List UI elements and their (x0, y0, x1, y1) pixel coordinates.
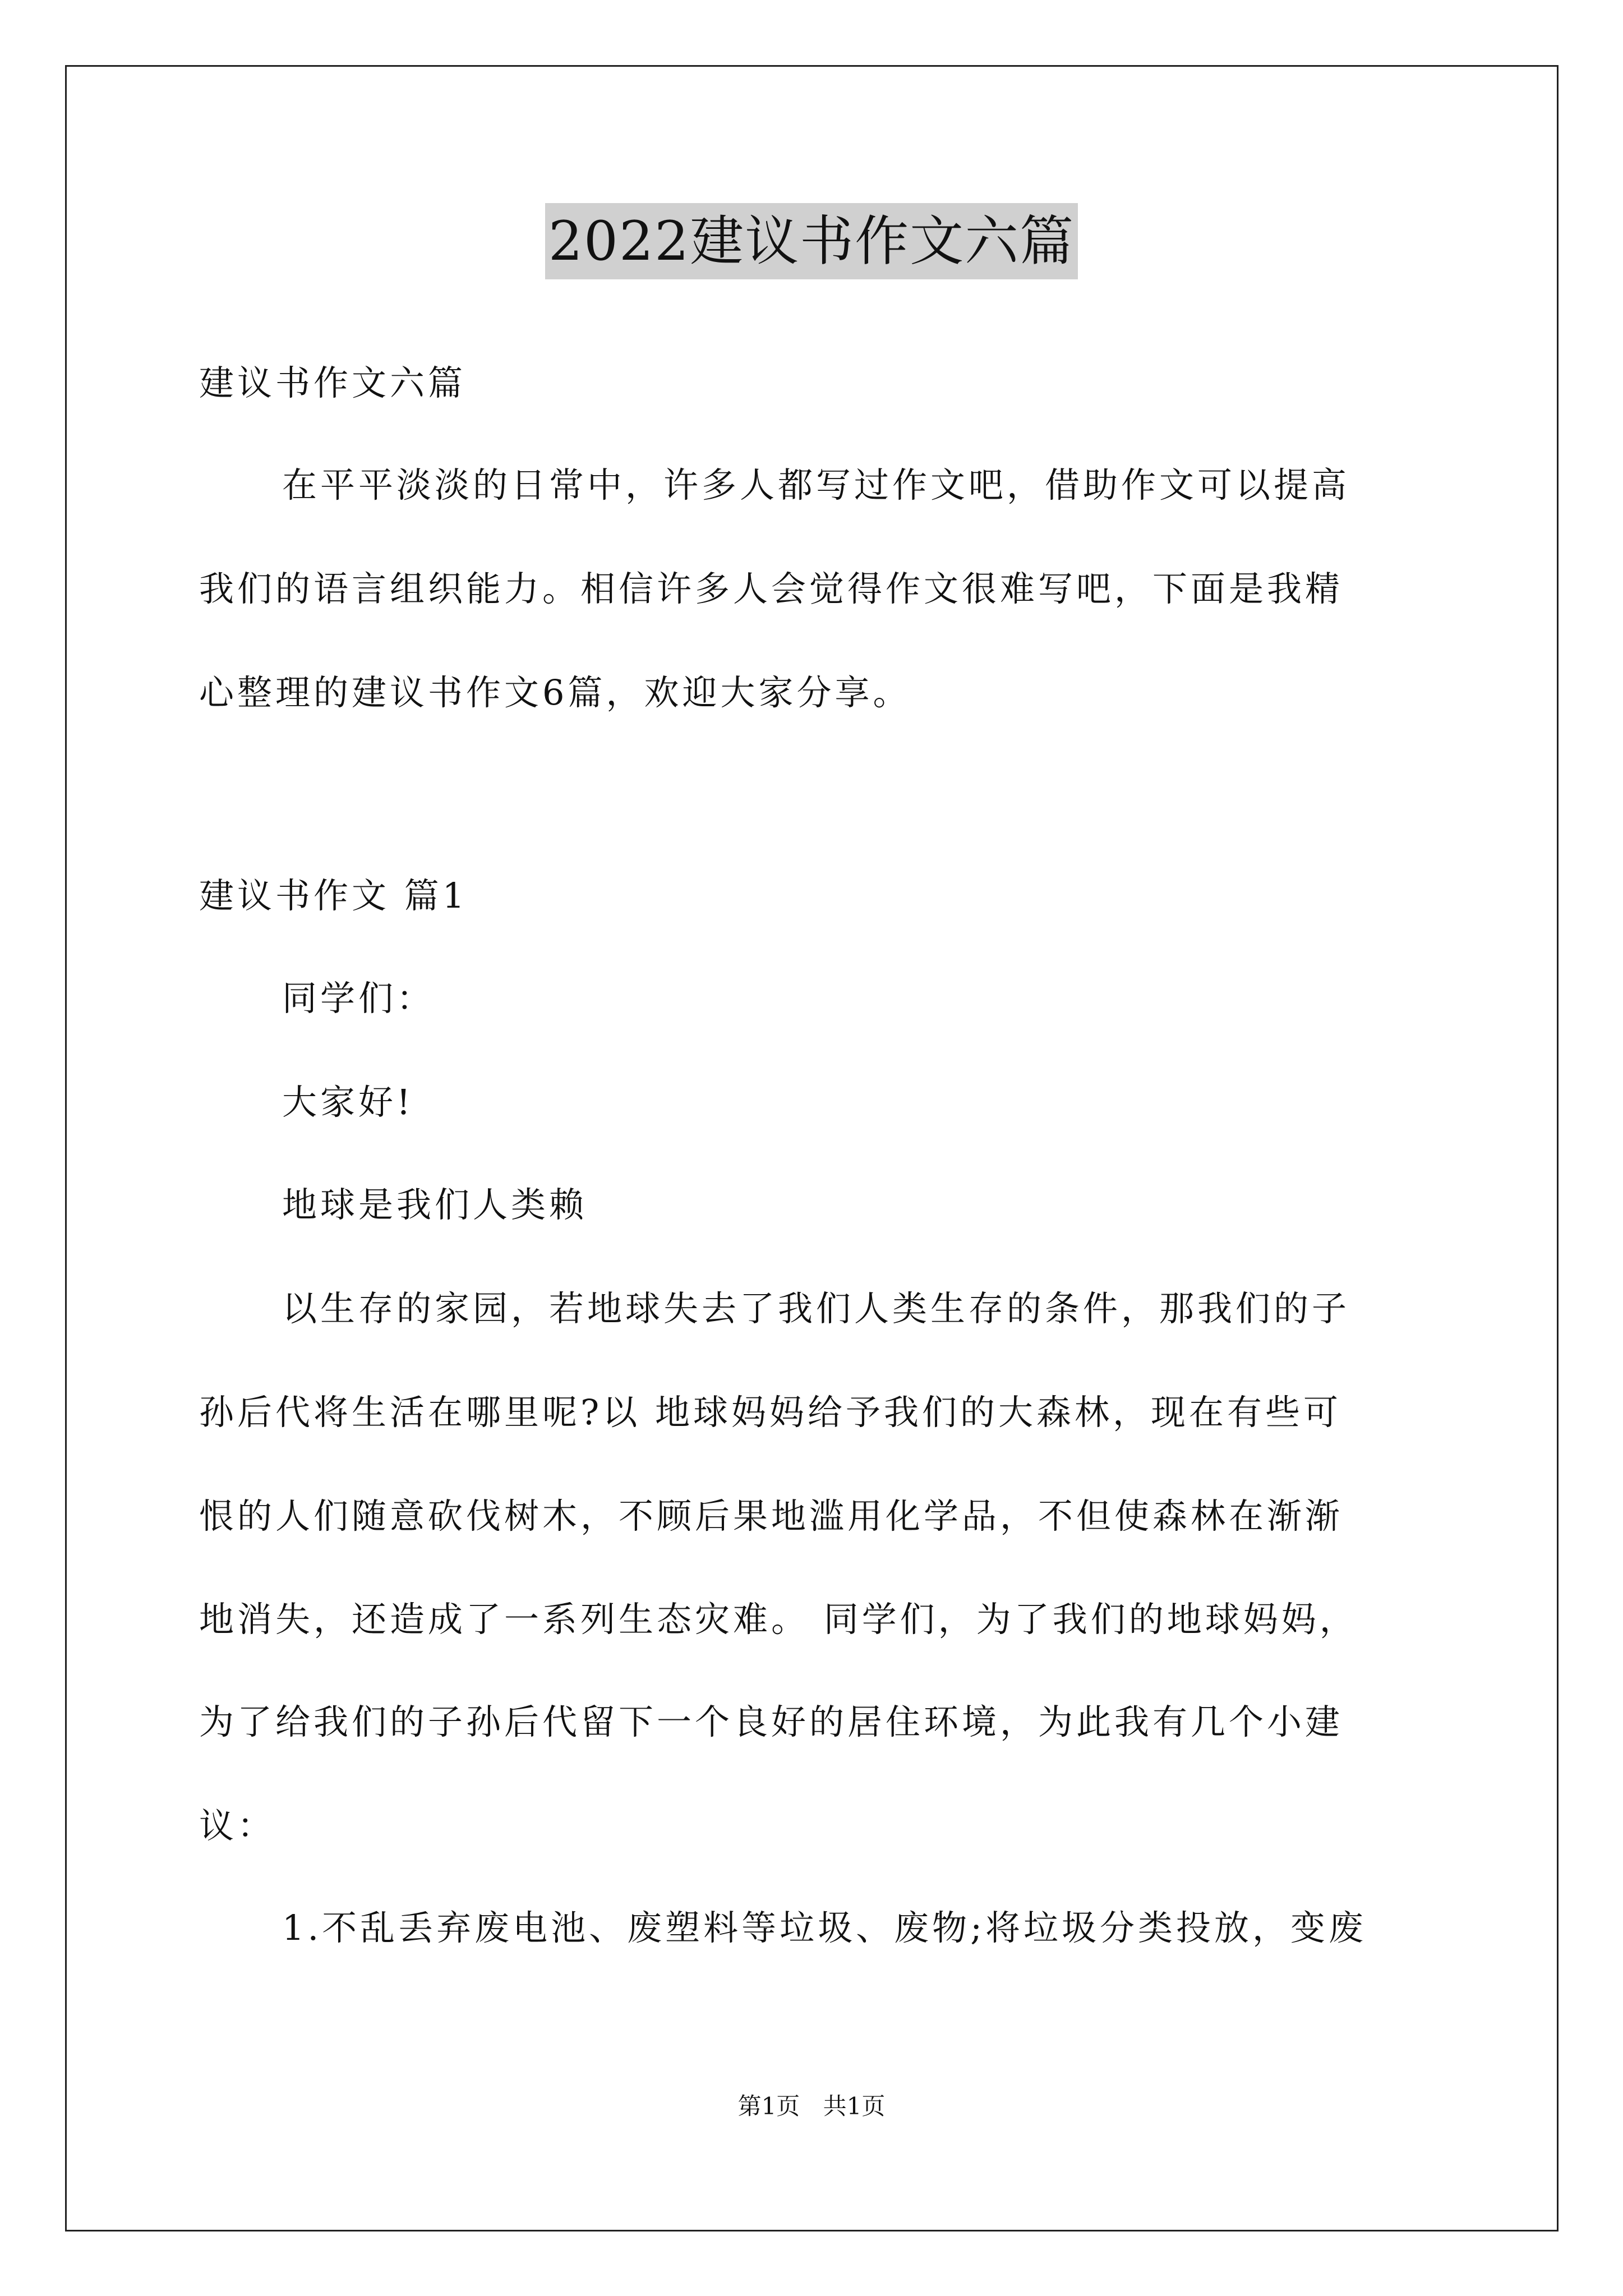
paragraph-2-line-4: 地消失，还造成了一系列生态灾难。 同学们，为了我们的地球妈妈， (199, 1599, 1358, 1640)
hello: 大家好! (282, 1082, 414, 1122)
subtitle: 建议书作文六篇 (199, 362, 467, 403)
intro-line-1: 在平平淡淡的日常中，许多人都写过作文吧，借助作文可以提高 (282, 464, 1350, 505)
paragraph-2-line-3: 恨的人们随意砍伐树木，不顾后果地滥用化学品，不但使森林在渐渐 (199, 1496, 1344, 1536)
page-current: 第1页 (737, 2092, 800, 2120)
paragraph-2-line-6: 议： (199, 1805, 276, 1846)
page-total: 共1页 (823, 2092, 886, 2120)
section-heading: 建议书作文 篇1 (199, 875, 468, 916)
intro-line-3: 心整理的建议书作文6篇，欢迎大家分享。 (199, 672, 911, 713)
page-footer (0, 2088, 1623, 2122)
list-item-1: 1.不乱丢弃废电池、废塑料等垃圾、废物;将垃圾分类投放，变废 (282, 1907, 1367, 1948)
paragraph-2-line-5: 为了给我们的子孙后代留下一个良好的居住环境，为此我有几个小建 (199, 1701, 1344, 1742)
paragraph-2-line-2: 孙后代将生活在哪里呢?以 地球妈妈给予我们的大森林，现在有些可 (199, 1392, 1341, 1433)
document-title: 2022建议书作文六篇 (545, 203, 1078, 279)
paragraph-1: 地球是我们人类赖 (282, 1184, 588, 1225)
paragraph-2-line-1: 以生存的家园，若地球失去了我们人类生存的条件，那我们的子 (282, 1288, 1350, 1329)
title-wrap (0, 203, 1623, 279)
intro-line-2: 我们的语言组织能力。相信许多人会觉得作文很难写吧，下面是我精 (199, 568, 1344, 609)
greeting: 同学们： (282, 978, 435, 1019)
